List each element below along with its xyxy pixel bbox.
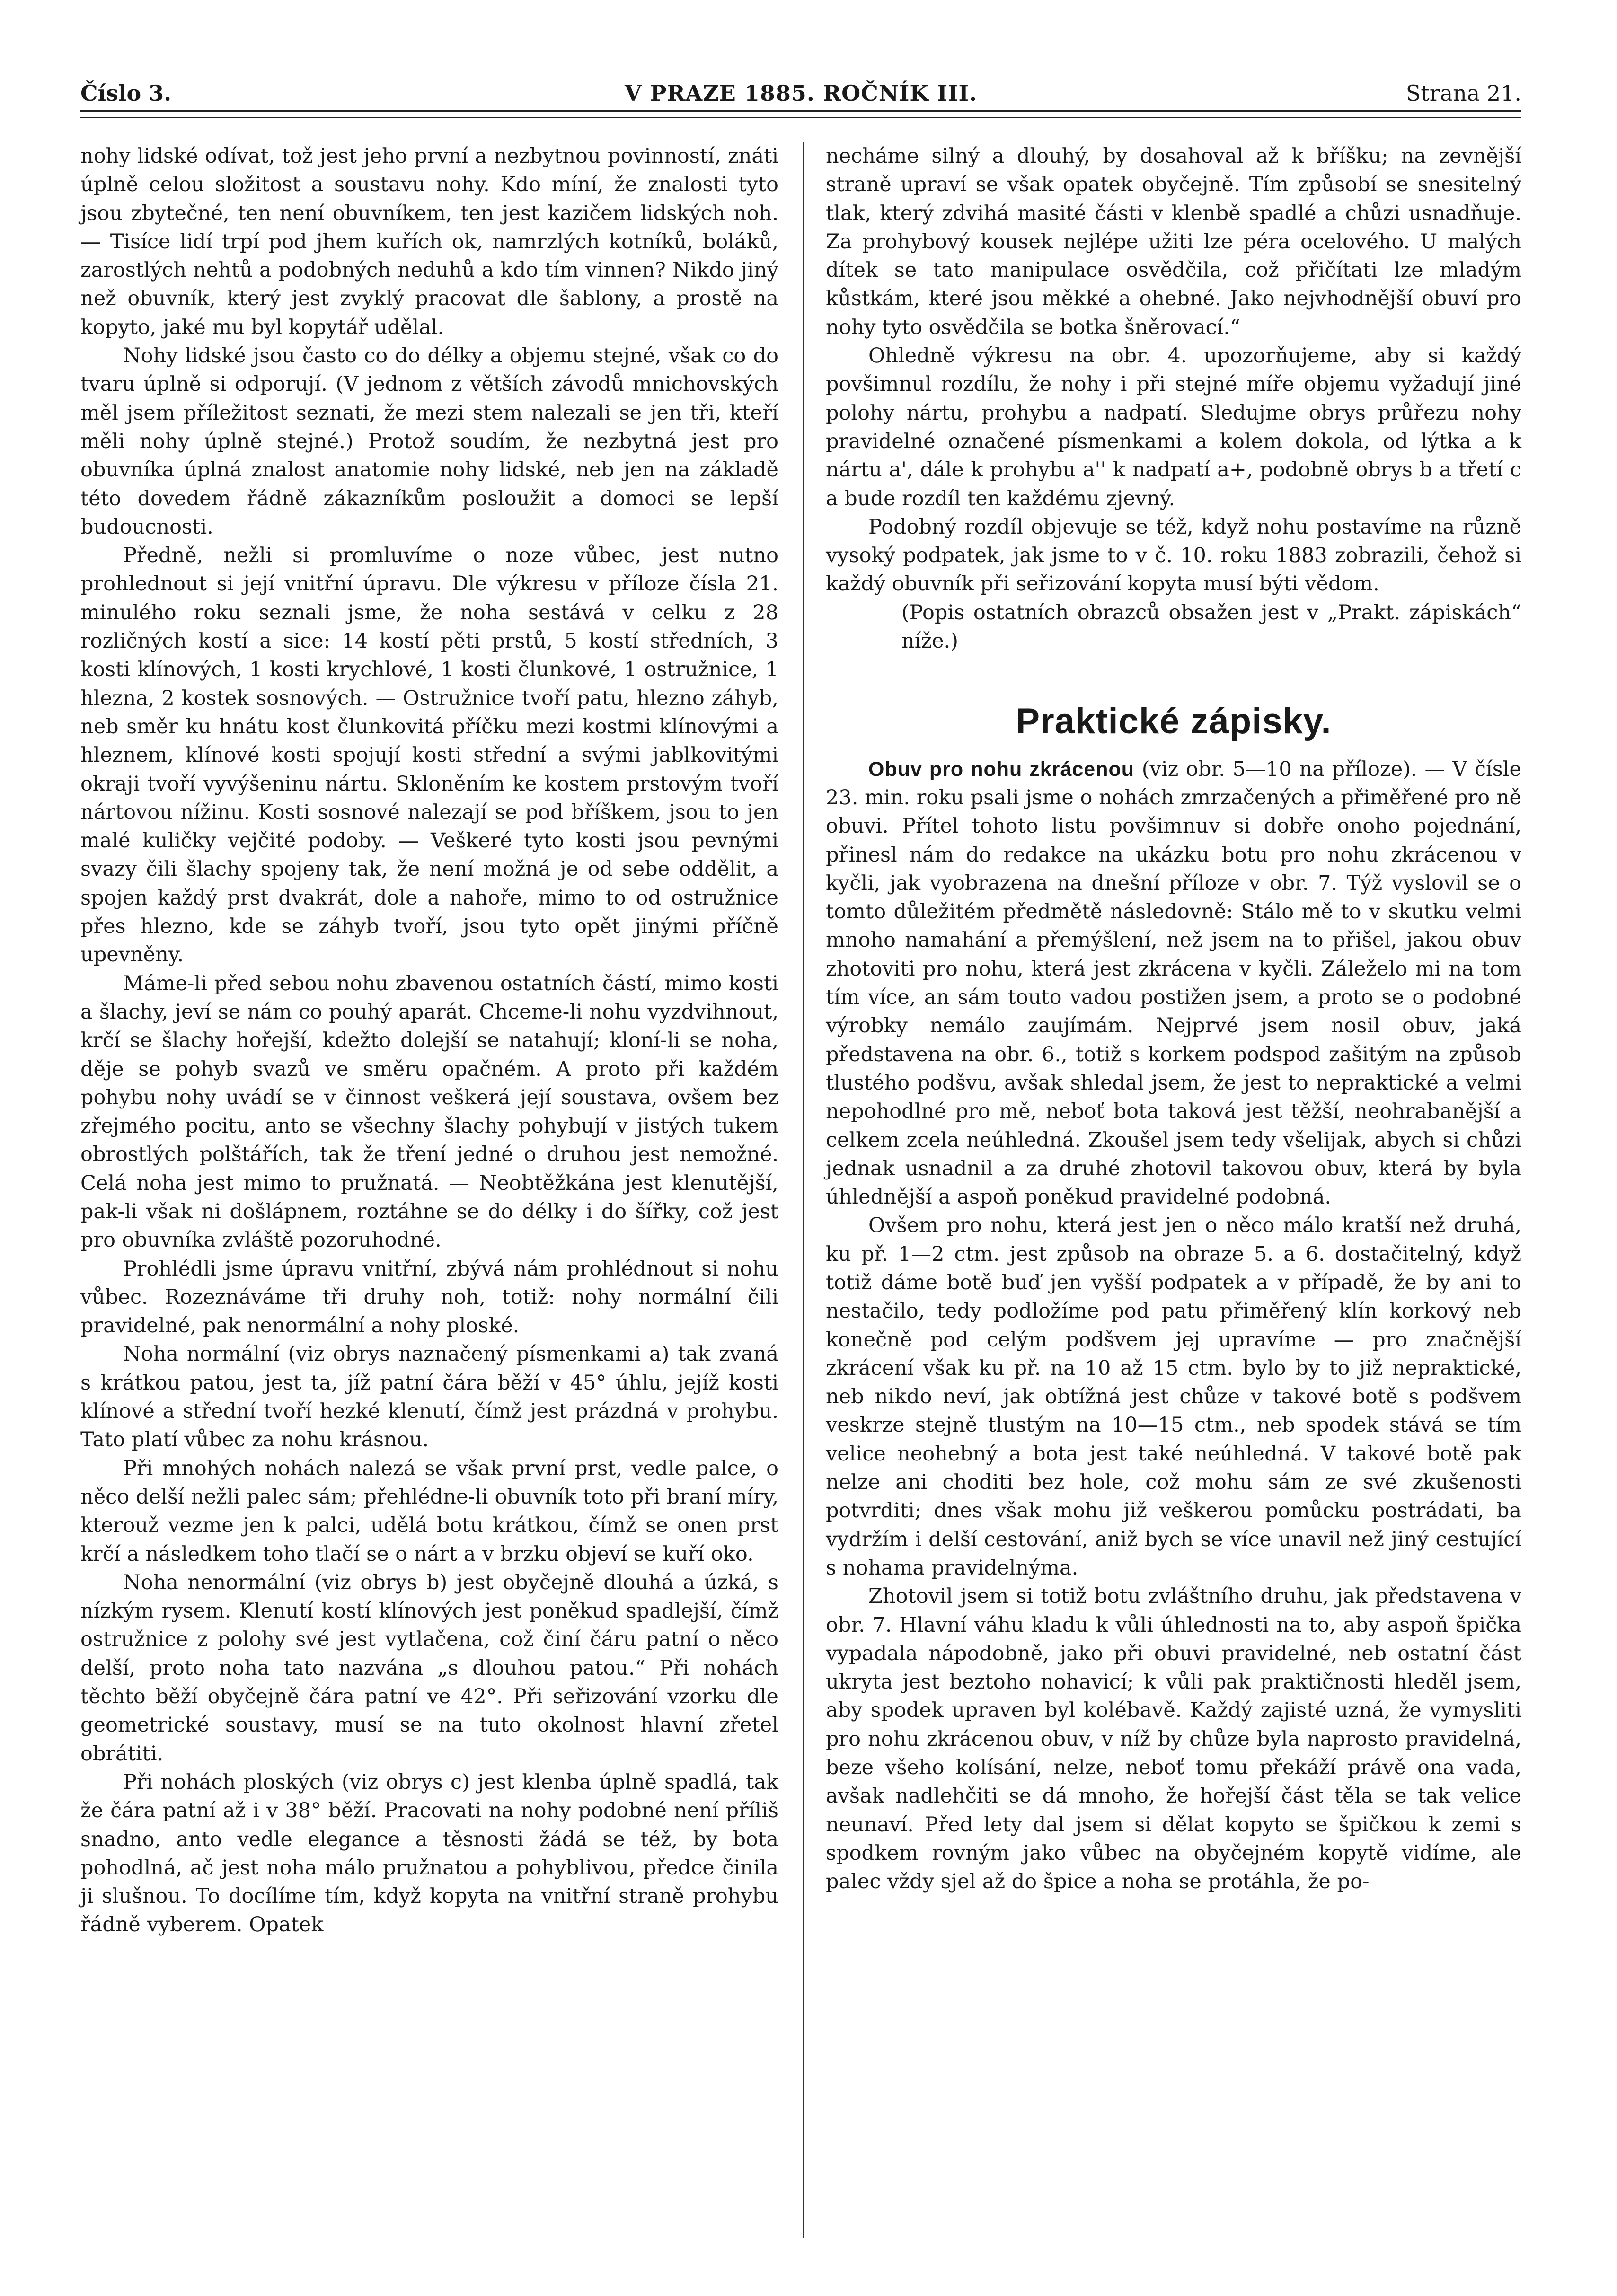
paragraph: Nohy lidské jsou často co do délky a objemu stejné, však co do tvaru úplně si odporují. (V jednom z větších závodů mnichovských měl jsem příležitost seznati, že mezi stem nalezali se jen tři, kteří měli nohy úplně stejné.) Protož soudím, že nezbytná jest pro obuvníka úplná znalost anatomie nohy lidské, neb jen na základě této dovedem řádně zákazníkům posloužit a domoci se lepší budoucnosti. [80, 344, 778, 539]
section-title: Praktické zápisky. [1016, 701, 1332, 742]
paragraph: Máme-li před sebou nohu zbavenou ostatních částí, mimo kosti a šlachy, jeví se nám co pouhý aparát. Chceme-li nohu vyzdvihnout, krčí se šlachy hořejší, kdežto dolejší se natahují; kloní-li se noha, děje se pohyb svazů ve směru opačném. A proto při každém pohybu nohy uvádí se v činnost veškerá její soustava, ovšem bez zřejmého pocitu, anto se všechny šlachy pohybují v jistých tukem obrostlých polštářích, tak že tření jedné o druhou jest nemožné. Celá noha jest mimo to pružnatá. — Neobtěžkána jest klenutější, pak-li však ni došlápnem, roztáhne se do délky i do šířky, což jest pro obuvníka zvláště pozoruhodné. [80, 971, 778, 1252]
left-column [80, 142, 778, 1939]
paragraph: Prohlédli jsme úpravu vnitřní, zbývá nám prohlédnout si nohu vůbec. Rozeznáváme tři druhy noh, totiž: nohy normální čili pravidelné, pak nenormální a nohy ploské. [80, 1257, 778, 1338]
page-header [80, 71, 1521, 114]
paragraph: (Popis ostatních obrazců obsažen jest v „Prakt. zápiskách“ níže.) [901, 600, 1521, 653]
paragraph: Při mnohých nohách nalezá se však první prst, vedle palce, o něco delší nežli palec sám; přehlédne-li obuvník toto při braní míry, kterouž vezme jen k palci, udělá botu krátkou, čímž se onen prst krčí a následkem toho tlačí se o nárt a v brzku objeví se kuří oko. [80, 1456, 778, 1566]
column-divider [803, 142, 804, 2238]
paragraph: Zhotovil jsem si totiž botu zvláštního druhu, jak představena v obr. 7. Hlavní váhu kladu k vůli úhlednosti na to, aby aspoň špička vypadala nápodobně, jako při obuvi pravidelné, neb ostatní část ukryta jest beztoho nohavicí; k vůli pak praktičnosti hleděl jsem, aby spodek upraven byl kolébavě. Každý zajisté uzná, že vymysliti pro nohu zkrácenou obuv, v níž by chůze byla naprosto pravidelná, beze všeho kolísání, nelze, neboť tomu překáží právě ona vada, avšak nadlehčiti se dá mnoho, že hořejší část těla se tak velice neunaví. Před lety dal jsem si dělat kopyto se špičkou k zemi s spodkem rovným jako vůbec na obyčejném kopytě vidíme, ale palec vždy sjel až do špice a noha se protáhla, že po- [826, 1584, 1521, 1894]
paragraph: Noha nenormální (viz obrys b) jest obyčejně dlouhá a úzká, s nízkým rysem. Klenutí kostí klínových jest poněkud spadlejší, čímž ostružnice z polohy své jest vytlačena, což činí čáru patní o něco delší, proto noha tato nazvána „s dlouhou patou.“ Při nohách těchto běží obyčejně čára patní ve 42°. Při seřizování vzorku dle geometrické soustavy, musí se na tuto okolnost hlavní zřetel obrátiti. [80, 1570, 778, 1766]
section-subhead: Obuv pro nohu zkrácenou [868, 757, 1135, 781]
paragraph: Noha normální (viz obrys naznačený písmenkami a) tak zvaná s krátkou patou, jest ta, jíž patní čára běží v 45° úhlu, jejíž kosti klínové a střední tvoří hezké klenutí, čímž jest prázdná v prohybu. Tato platí vůbec za nohu krásnou. [80, 1342, 778, 1452]
paragraph: Předně, nežli si promluvíme o noze vůbec, jest nutno prohlednout si její vnitřní úpravu. Dle výkresu v příloze čísla 21. minulého roku seznali jsme, že noha sestává v celku z 28 rozličných kostí a sice: 14 kostí pěti prstů, 5 kostí středních, 3 kosti klínových, 1 kosti krychlové, 1 kosti člunkové, 1 ostružnice, 1 hlezna, 2 kostek sosnových. — Ostružnice tvoří patu, hlezno záhyb, neb směr ku hnátu kost člunkovitá příčku mezi kostmi klínovými a hleznem, klínové kosti spojují kosti střední a svými jablkovitými okraji tvoří vyvýšeninu nártu. Skloněním ke kostem prstovým tvoří nártovou nížinu. Kosti sosnové nalezají se pod bříškem, jsou to jen malé kuličky vejčité podoby. — Veškeré tyto kosti jsou pevnými svazy čili šlachy spojeny tak, že není možná je od sebe oddělit, a spojen každý prst dvakrát, dole a nahoře, mimo to od ostružnice přes hlezno, kde se záhyb tvoří, jsou tyto opět jinými příčně upevněny. [80, 544, 778, 967]
right-column [826, 142, 1521, 1896]
section-lead-text: (viz obr. 5—10 na příloze). — V čísle 23. min. roku psali jsme o nohách zmrzačených a přiměřené pro ně obuvi. Přítel tohoto listu povšimnuv si dobře onoho pojednání, přinesl nám do redakce na ukázku botu pro nohu zkrácenou v kyčli, jak vyobrazena na dnešní příloze v obr. 7. Týž vyslovil se o tomto důležitém předmětě následovně: Stálo mě to v skutku velmi mnoho namahání a přemýšlení, než jsem na to přišel, jakou obuv zhotoviti pro nohu, která jest zkrácena v kyčli. Záleželo mi na tom tím více, an sám touto vadou postižen jsem, a proto se o podobné výrobky nemálo zaujímám. Nejprvé jsem nosil obuv, jaká představena na obr. 6., totiž s korkem podspod zašitým na způsob tlustého podšvu, avšak shledal jsem, že jest to nepraktické a velmi nepohodlné pro mě, neboť bota taková jest těžší, neohrabanější a celkem zcela neúhledná. Zkoušel jsem tedy všelijak, abych si chůzi jednak usnadnil a za druhé zhotovil takovou obuv, která by byla úhlednější a aspoň poněkud pravidelné podobná. [826, 757, 1522, 1209]
section-lead-paragraph [826, 755, 1521, 1212]
paragraph: nohy lidské odívat, tož jest jeho první a nezbytnou povinností, znáti úplně celou složitost a soustavu nohy. Kdo míní, že znalosti tyto jsou zbytečné, ten není obuvníkem, ten jest kazičem lidských noh. — Tisíce lidí trpí pod jhem kuřích ok, namrzlých kotníků, boláků, zarostlých nehtů a podobných neduhů a kdo tím vinnen? Nikdo jiný než obuvník, který jest zvyklý pracovat dle šablony, a prostě na kopyto, jaké mu byl kopytář udělal. [80, 144, 778, 339]
header-rule [80, 110, 1521, 118]
paragraph: Ovšem pro nohu, která jest jen o něco málo kratší než druhá, ku př. 1—2 ctm. jest způsob na obraze 5. a 6. dostačitelný, když totiž dáme botě buď jen vyšší podpatek a v případě, že by ani to nestačilo, tedy podložíme pod patu přiměřený klín korkový neb konečně pod celým podšvem jej upravíme — pro značnější zkrácení však ku př. na 10 až 15 ctm. bylo by to již nepraktické, neb nikdo neví, jak obtížná jest chůze v takové botě s podšvem veskrze stejně tlustým na 10—15 ctm., neb spodek stává se tím velice neohebný a bota jest také neúhledná. V takové botě pak nelze ani choditi bez hole, což mohu sám ze své zkušenosti potvrditi; dnes však mohu již veškerou pomůcku postrádati, ba vydržím i delší cestování, aniž bych se více unavil než jiný cestující s nohama pravidelnýma. [826, 1214, 1521, 1580]
page-number: Strana 21. [1405, 80, 1521, 106]
header-place-year: V PRAZE 1885. ROČNÍK III. [625, 80, 977, 106]
paragraph: Při nohách ploských (viz obrys c) jest klenba úplně spadlá, tak že čára patní až i v 38° běží. Pracovati na nohy podobné není příliš snadno, anto vedle elegance a těsnosti žádá se též, by bota pohodlná, ač jest noha málo pružnatou a pohyblivou, předce činila ji slušnou. To docílíme tím, když kopyta na vnitřní straně prohybu řádně vyberem. Opatek [80, 1770, 778, 1937]
paragraph: Ohledně výkresu na obr. 4. upozorňujeme, aby si každý povšimnul rozdílu, že nohy i při stejné míře objemu vyžadují jiné polohy nártu, prohybu a nadpatí. Sledujme obrys průřezu nohy pravidelné označené písmenkami a kolem dokola, od lýtka a k nártu a', dále k prohybu a'' k nadpatí a+, podobně obrys b a třetí c a bude rozdíl ten každému zjevný. [826, 344, 1521, 510]
issue-number: Číslo 3. [80, 80, 172, 106]
paragraph: Podobný rozdíl objevuje se též, když nohu postavíme na různě vysoký podpatek, jak jsme to v č. 10. roku 1883 zobrazili, čehož si každý obuvník při seřizování kopyta musí býti vědom. [826, 515, 1521, 596]
paragraph: necháme silný a dlouhý, by dosahoval až k bříšku; na zevnější straně upraví se však opatek obyčejně. Tím způsobí se snesitelný tlak, který zdvihá masité části v klenbě spadlé a chůzi usnadňuje. Za prohybový kousek nejlépe užiti lze péra ocelového. U malých dítek se tato manipulace osvědčila, což přičítati lze mladým kůstkám, které jsou měkké a ohebné. Jako nejvhodnější obuví pro nohy tyto osvědčila se botka šněrovací.“ [826, 144, 1521, 339]
